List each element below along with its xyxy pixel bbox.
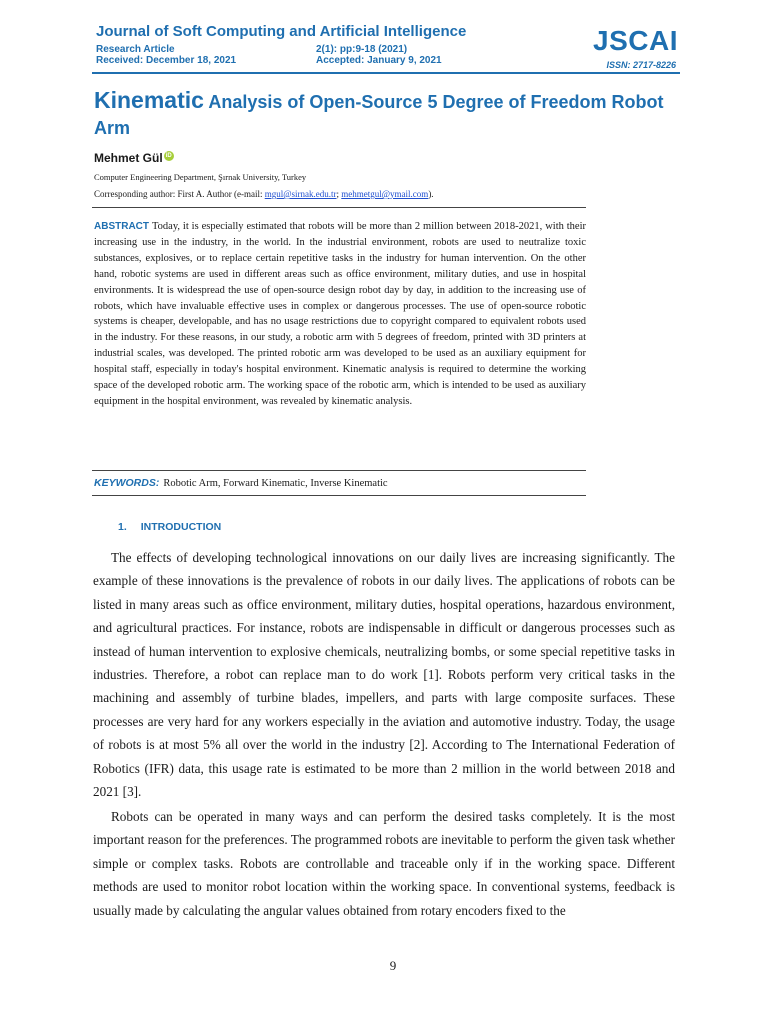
journal-logo: JSCAI [593,25,678,56]
header-rule [92,72,680,74]
section-heading [118,521,221,533]
title-rest: Analysis of Open-Source 5 Degree of Freedom Robot Arm [94,92,664,138]
abstract-text: Today, it is especially estimated that robots will be more than 2 million between 2018-2021, with their increasing use in the industry, in the world. In the industrial environment, robots are used to neutralize toxic substances, explosives, or to replace certain repetitive tasks in the industry for human intervention. On the other hand, robotic systems are used in different areas such as office environment, military duties, and use in hospital environments. It is widespread the use of open-source design robot day by day, in addition to the increasing use of robots, which have invaluable effective uses in complex or dangerous processes. The use of open-source robotic systems is cheaper, developable, and has no usage restrictions due to copyright compared to equivalent robots used in the industry. For these reasons, in our study, a robotic arm with 5 degrees of freedom, printed with 3D printers at industrial scales, was developed. The printed robotic arm was developed to be used as an auxiliary equipment for hospital staff, especially in today's hospital environment. Kinematic analysis is required to determine the working space of the developed robotic arm. The working space of the robotic arm, which is intended to be used as auxiliary equipment in the hospital environment, was revealed by kinematic analysis. [94,221,586,407]
divider-mid [92,470,586,471]
divider-bottom [92,495,586,496]
author-name: Mehmet Gül [94,151,163,165]
body-paragraph-1 [93,546,675,803]
article-type: Research Article [96,44,175,55]
keywords [94,477,388,489]
paragraph-text: The effects of developing technological innovations on our daily lives are increasing significantly. The example of these innovations is the prevalence of robots in our daily lives. The applications of robots can be listed in many areas such as office environment, military duties, hospital operations, hazardous environment, and agricultural practices. For instance, robots are indispensable in difficult or dangerous processes such as instead of human intervention to explosive chemicals, neutralizing bombs, or some special repetitive tasks in industries. Therefore, a robot can replace man to do work [1]. Robots perform very critical tasks in the machining and assembly of turbine blades, impellers, and parts with large composite surfaces. These processes are very hard for any workers especially in the aviation and automotive industry. Today, the usage of robots is at most 5% all over the world in the industry [2]. According to The International Federation of Robotics (IFR) data, this usage rate is estimated to be more than 2 million in the world between 2018 and 2021 [3]. [93,550,675,800]
section-number: 1. [118,521,127,533]
volume-pages: 2(1): pp:9-18 (2021) [316,44,408,55]
email-link-2[interactable]: mehmetgul@ymail.com [341,189,429,199]
author-line [94,151,174,165]
corresponding-suffix: ). [428,189,434,199]
issn: ISSN: 2717-8226 [606,60,676,70]
page-number: 9 [389,958,397,973]
abstract [94,219,586,410]
received-date: Received: December 18, 2021 [96,55,237,66]
corresponding-prefix: Corresponding author: First A. Author (e-mail: [94,189,265,199]
email-separator: ; [336,189,342,199]
divider-top [92,207,586,208]
section-title: INTRODUCTION [140,521,222,533]
keywords-label: KEYWORDS: [94,477,160,489]
orcid-icon[interactable]: iD [165,153,172,159]
abstract-label: ABSTRACT [94,221,149,232]
paper-title [94,88,694,142]
journal-title: Journal of Soft Computing and Artificial Intelligence [96,23,467,40]
accepted-date: Accepted: January 9, 2021 [316,55,442,66]
keywords-text: Robotic Arm, Forward Kinematic, Inverse Kinematic [163,478,388,489]
paragraph-text: Robots can be operated in many ways and can perform the desired tasks completely. It is the most important reason for the preferences. The programmed robots are inevitable to perform the given task whether simple or complex tasks. Robots are controllable and traceable only if in the working space. Different methods are used to monitor robot location within the working space. In conventional systems, feedback is usually made by calculating the angular values obtained from rotary encoders fixed to the [93,809,675,918]
affiliation: Computer Engineering Department, Şırnak University, Turkey [94,172,307,182]
corresponding-author [94,189,434,199]
title-first-word: Kinematic [94,87,204,113]
body-paragraph-2 [93,805,675,922]
email-link-1[interactable]: mgul@sirnak.edu.tr [264,189,337,199]
